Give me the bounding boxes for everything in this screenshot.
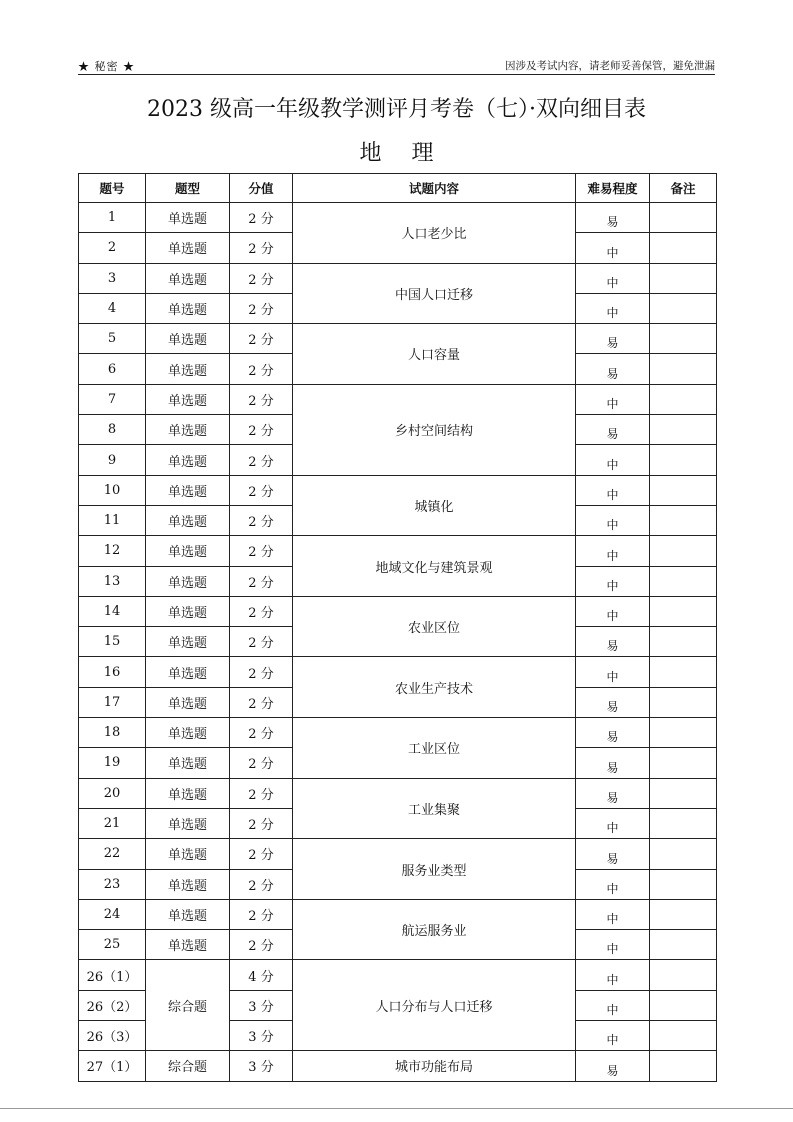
question-number: 16	[79, 657, 146, 687]
difficulty-level: 易	[576, 354, 650, 384]
difficulty-level: 易	[576, 687, 650, 717]
question-number: 5	[79, 324, 146, 354]
question-number: 11	[79, 505, 146, 535]
question-number: 26（2）	[79, 990, 146, 1020]
question-score: 2 分	[230, 778, 293, 808]
question-content: 城镇化	[293, 475, 576, 536]
col-header-content: 试题内容	[293, 174, 576, 203]
question-type: 单选题	[146, 687, 230, 717]
question-score: 2 分	[230, 899, 293, 929]
footer-divider	[0, 1108, 793, 1109]
difficulty-level: 中	[576, 990, 650, 1020]
question-score: 2 分	[230, 354, 293, 384]
question-type: 单选题	[146, 596, 230, 626]
remarks-cell	[650, 263, 717, 293]
table-row	[79, 536, 717, 566]
question-type: 单选题	[146, 869, 230, 899]
remarks-cell	[650, 930, 717, 960]
table-header-row	[79, 174, 717, 203]
question-type: 单选题	[146, 293, 230, 323]
question-score: 2 分	[230, 445, 293, 475]
question-type: 单选题	[146, 778, 230, 808]
remarks-cell	[650, 445, 717, 475]
difficulty-level: 中	[576, 930, 650, 960]
question-score: 2 分	[230, 233, 293, 263]
question-type: 单选题	[146, 536, 230, 566]
table-row	[79, 657, 717, 687]
question-type: 单选题	[146, 324, 230, 354]
page-title: 2023 级高一年级教学测评月考卷（七）·双向细目表	[147, 97, 646, 122]
question-type: 单选题	[146, 354, 230, 384]
question-score: 2 分	[230, 475, 293, 505]
table-row	[79, 1051, 717, 1081]
remarks-cell	[650, 1021, 717, 1051]
confidential-notice: 因涉及考试内容，请老师妥善保管，避免泄漏	[505, 60, 715, 72]
question-score: 2 分	[230, 324, 293, 354]
table-row	[79, 475, 717, 505]
remarks-cell	[650, 566, 717, 596]
question-type: 单选题	[146, 808, 230, 838]
question-number: 21	[79, 808, 146, 838]
question-number: 7	[79, 384, 146, 414]
question-score: 3 分	[230, 990, 293, 1020]
remarks-cell	[650, 505, 717, 535]
remarks-cell	[650, 293, 717, 323]
question-number: 24	[79, 899, 146, 929]
subject-title: 地理	[359, 141, 464, 166]
question-score: 2 分	[230, 263, 293, 293]
table-row	[79, 899, 717, 929]
remarks-cell	[650, 415, 717, 445]
question-content: 人口分布与人口迁移	[293, 960, 576, 1051]
question-content: 人口老少比	[293, 203, 576, 264]
question-type: 单选题	[146, 718, 230, 748]
remarks-cell	[650, 627, 717, 657]
difficulty-level: 中	[576, 657, 650, 687]
question-number: 13	[79, 566, 146, 596]
col-header-number: 题号	[79, 174, 146, 203]
question-number: 1	[79, 203, 146, 233]
table-body	[79, 203, 717, 1082]
question-score: 2 分	[230, 415, 293, 445]
remarks-cell	[650, 899, 717, 929]
question-content: 工业区位	[293, 718, 576, 779]
table-row	[79, 718, 717, 748]
question-type: 单选题	[146, 899, 230, 929]
difficulty-level: 易	[576, 627, 650, 657]
table-row	[79, 778, 717, 808]
question-score: 4 分	[230, 960, 293, 990]
remarks-cell	[650, 384, 717, 414]
difficulty-level: 中	[576, 263, 650, 293]
question-number: 20	[79, 778, 146, 808]
remarks-cell	[650, 596, 717, 626]
difficulty-level: 易	[576, 778, 650, 808]
remarks-cell	[650, 869, 717, 899]
question-number: 14	[79, 596, 146, 626]
question-score: 2 分	[230, 627, 293, 657]
question-score: 2 分	[230, 505, 293, 535]
question-number: 26（1）	[79, 960, 146, 990]
difficulty-level: 中	[576, 899, 650, 929]
question-type: 单选题	[146, 445, 230, 475]
question-number: 12	[79, 536, 146, 566]
question-type: 单选题	[146, 930, 230, 960]
question-content: 航运服务业	[293, 899, 576, 960]
col-header-remarks: 备注	[650, 174, 717, 203]
table-row	[79, 324, 717, 354]
question-score: 2 分	[230, 748, 293, 778]
difficulty-level: 中	[576, 869, 650, 899]
question-number: 18	[79, 718, 146, 748]
remarks-cell	[650, 657, 717, 687]
question-score: 2 分	[230, 566, 293, 596]
remarks-cell	[650, 233, 717, 263]
difficulty-level: 易	[576, 839, 650, 869]
page-header	[78, 56, 715, 75]
remarks-cell	[650, 960, 717, 990]
table-row	[79, 839, 717, 869]
question-number: 25	[79, 930, 146, 960]
question-type: 综合题	[146, 1051, 230, 1081]
question-type: 单选题	[146, 839, 230, 869]
question-type: 单选题	[146, 233, 230, 263]
difficulty-level: 中	[576, 293, 650, 323]
remarks-cell	[650, 203, 717, 233]
question-number: 2	[79, 233, 146, 263]
question-type: 单选题	[146, 384, 230, 414]
difficulty-level: 中	[576, 445, 650, 475]
question-score: 3 分	[230, 1021, 293, 1051]
difficulty-level: 中	[576, 536, 650, 566]
difficulty-level: 易	[576, 203, 650, 233]
remarks-cell	[650, 536, 717, 566]
difficulty-level: 易	[576, 1051, 650, 1081]
question-number: 4	[79, 293, 146, 323]
difficulty-level: 中	[576, 596, 650, 626]
remarks-cell	[650, 778, 717, 808]
question-type: 单选题	[146, 748, 230, 778]
question-number: 15	[79, 627, 146, 657]
specification-table	[78, 173, 717, 1082]
question-score: 2 分	[230, 869, 293, 899]
question-number: 23	[79, 869, 146, 899]
question-number: 3	[79, 263, 146, 293]
confidential-mark: ★ 秘密 ★	[78, 60, 135, 73]
question-score: 2 分	[230, 930, 293, 960]
difficulty-level: 中	[576, 960, 650, 990]
remarks-cell	[650, 354, 717, 384]
difficulty-level: 易	[576, 324, 650, 354]
difficulty-level: 中	[576, 233, 650, 263]
remarks-cell	[650, 718, 717, 748]
question-type: 单选题	[146, 203, 230, 233]
question-content: 中国人口迁移	[293, 263, 576, 324]
question-number: 17	[79, 687, 146, 717]
table-row	[79, 263, 717, 293]
question-score: 2 分	[230, 596, 293, 626]
question-content: 城市功能布局	[293, 1051, 576, 1081]
question-score: 2 分	[230, 839, 293, 869]
question-type: 单选题	[146, 627, 230, 657]
table-row	[79, 960, 717, 990]
difficulty-level: 易	[576, 415, 650, 445]
remarks-cell	[650, 687, 717, 717]
question-content: 乡村空间结构	[293, 384, 576, 475]
question-type: 单选题	[146, 505, 230, 535]
question-score: 2 分	[230, 536, 293, 566]
remarks-cell	[650, 808, 717, 838]
question-content: 工业集聚	[293, 778, 576, 839]
question-score: 2 分	[230, 808, 293, 838]
difficulty-level: 中	[576, 1021, 650, 1051]
difficulty-level: 中	[576, 566, 650, 596]
remarks-cell	[650, 990, 717, 1020]
question-content: 农业区位	[293, 596, 576, 657]
question-number: 22	[79, 839, 146, 869]
table-row	[79, 203, 717, 233]
question-score: 2 分	[230, 657, 293, 687]
remarks-cell	[650, 748, 717, 778]
question-score: 2 分	[230, 384, 293, 414]
remarks-cell	[650, 475, 717, 505]
question-content: 服务业类型	[293, 839, 576, 900]
question-score: 2 分	[230, 203, 293, 233]
question-score: 3 分	[230, 1051, 293, 1081]
col-header-difficulty: 难易程度	[576, 174, 650, 203]
table-row	[79, 384, 717, 414]
remarks-cell	[650, 324, 717, 354]
difficulty-level: 易	[576, 748, 650, 778]
question-number: 6	[79, 354, 146, 384]
question-type: 单选题	[146, 475, 230, 505]
question-type: 单选题	[146, 566, 230, 596]
question-score: 2 分	[230, 687, 293, 717]
difficulty-level: 中	[576, 384, 650, 414]
question-number: 10	[79, 475, 146, 505]
question-content: 农业生产技术	[293, 657, 576, 718]
question-number: 9	[79, 445, 146, 475]
question-content: 地域文化与建筑景观	[293, 536, 576, 597]
question-content: 人口容量	[293, 324, 576, 385]
question-score: 2 分	[230, 718, 293, 748]
question-number: 8	[79, 415, 146, 445]
remarks-cell	[650, 839, 717, 869]
difficulty-level: 易	[576, 718, 650, 748]
question-type: 综合题	[146, 960, 230, 1051]
col-header-score: 分值	[230, 174, 293, 203]
question-number: 27（1）	[79, 1051, 146, 1081]
question-number: 26（3）	[79, 1021, 146, 1051]
col-header-type: 题型	[146, 174, 230, 203]
question-type: 单选题	[146, 415, 230, 445]
question-score: 2 分	[230, 293, 293, 323]
difficulty-level: 中	[576, 475, 650, 505]
table-row	[79, 596, 717, 626]
remarks-cell	[650, 1051, 717, 1081]
question-type: 单选题	[146, 657, 230, 687]
difficulty-level: 中	[576, 505, 650, 535]
question-number: 19	[79, 748, 146, 778]
difficulty-level: 中	[576, 808, 650, 838]
question-type: 单选题	[146, 263, 230, 293]
